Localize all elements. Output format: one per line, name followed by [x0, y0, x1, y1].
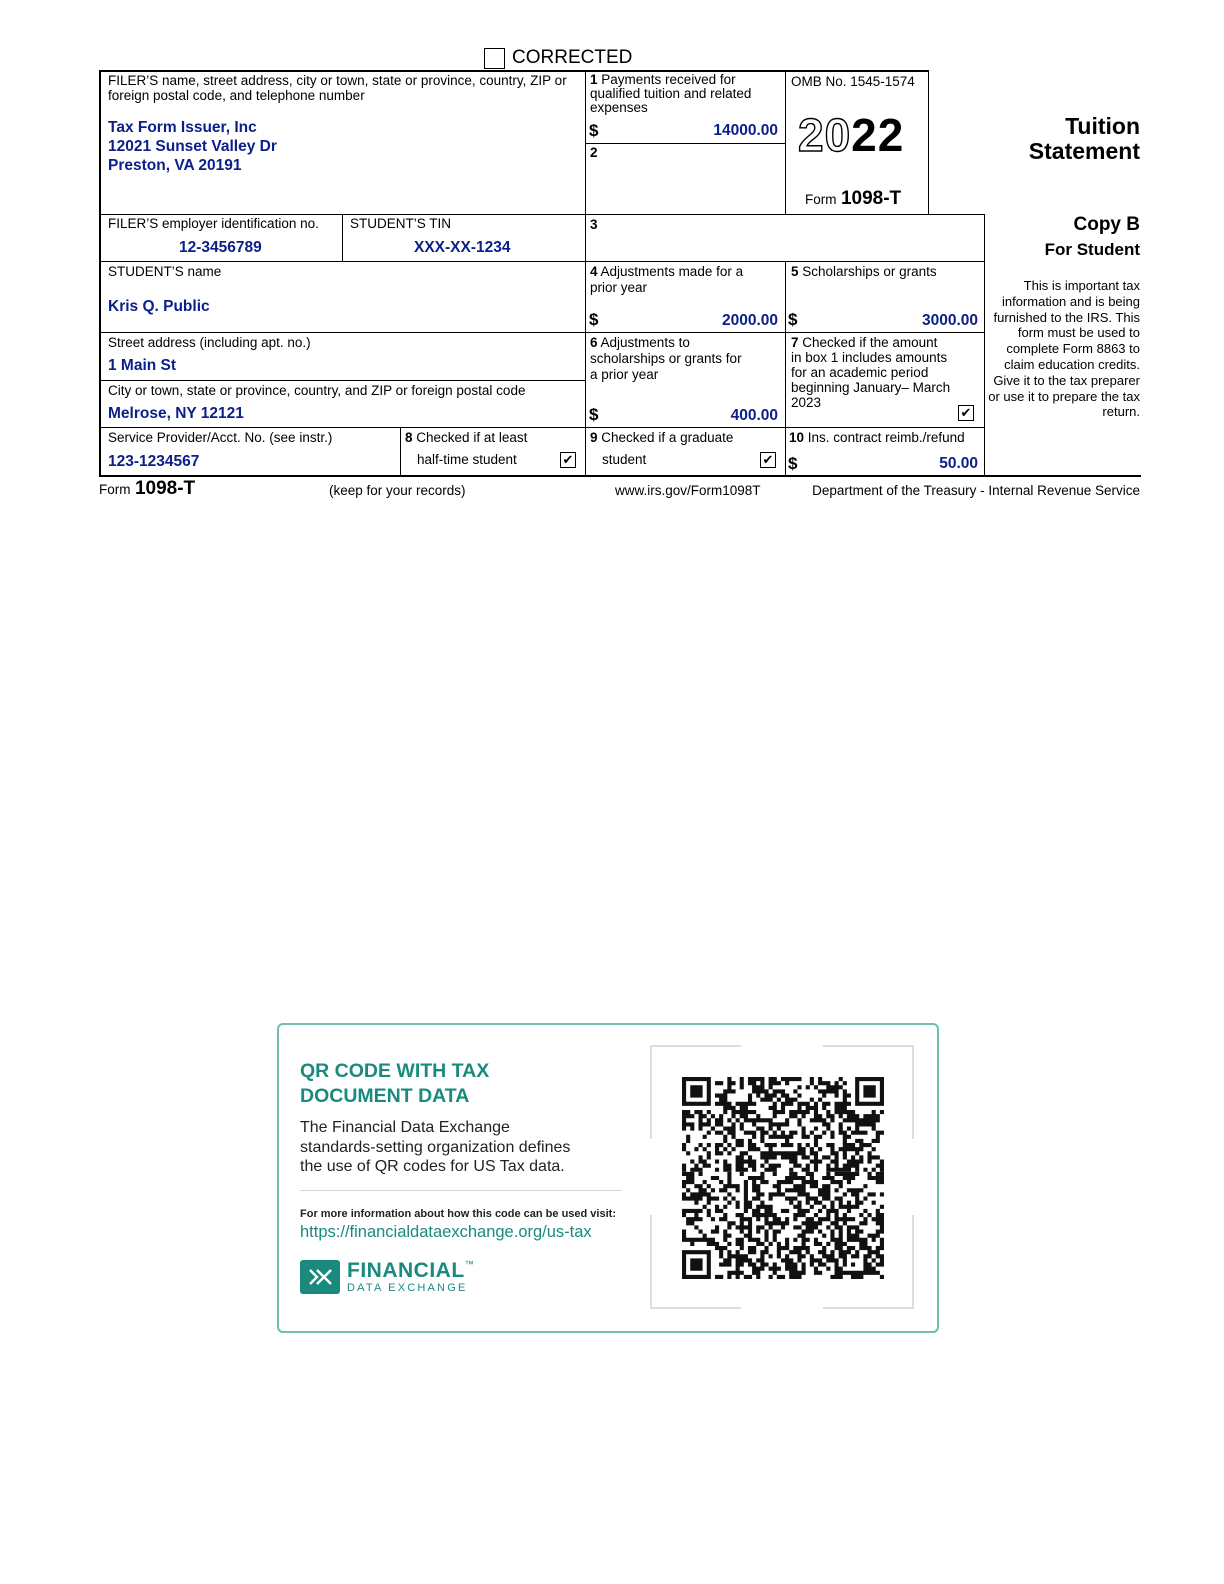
- box4-number: 4: [590, 264, 598, 279]
- corrected-checkbox[interactable]: [484, 48, 505, 69]
- box9-text1: Checked if a graduate: [601, 430, 734, 445]
- box8-checkbox[interactable]: ✔: [560, 452, 576, 468]
- filer-city: Preston, VA 20191: [108, 157, 242, 174]
- tin-label: STUDENT’S TIN: [350, 216, 452, 231]
- fdx-link[interactable]: https://financialdataexchange.org/us-tax: [300, 1223, 592, 1241]
- fdx-divider: [300, 1190, 622, 1191]
- street-label: Street address (including apt. no.): [108, 335, 311, 350]
- form-title-line2: Statement: [1028, 138, 1140, 164]
- box7-number: 7: [791, 335, 799, 350]
- fdx-body-line1: The Financial Data Exchange: [300, 1119, 510, 1136]
- filer-name: Tax Form Issuer, Inc: [108, 119, 257, 136]
- box1-text: Payments received for qualified tuition and related expenses: [590, 72, 752, 115]
- tin-value: XXX-XX-1234: [414, 239, 511, 256]
- box4-value: 2000.00: [721, 312, 778, 329]
- fdx-body-line3: the use of QR codes for US Tax data.: [300, 1158, 565, 1175]
- fdx-more-info: For more information about how this code can be used visit:: [300, 1208, 616, 1220]
- fdx-heading-line2: DOCUMENT DATA: [300, 1085, 470, 1107]
- box5-number: 5: [791, 264, 799, 279]
- box5-value: 3000.00: [921, 312, 978, 329]
- box9-number: 9: [590, 430, 598, 445]
- box7-checkbox[interactable]: ✔: [958, 405, 974, 421]
- box9-label: [590, 430, 733, 445]
- box10-label: [789, 430, 965, 445]
- box2-number: 2: [590, 145, 598, 160]
- box6-label: [590, 335, 750, 383]
- box7-text: Checked if the amount in box 1 includes amounts for an academic period beginning January– March 2023: [791, 335, 951, 410]
- box1-number: 1: [590, 72, 598, 87]
- box4-currency: $: [589, 310, 599, 329]
- box4-text: Adjustments made for a prior year: [590, 264, 744, 295]
- fdx-logo-icon: [300, 1260, 340, 1294]
- omb-number: OMB No. 1545-1574: [791, 74, 915, 89]
- fdx-logo-mark: [300, 1260, 340, 1294]
- fdx-qr-card: [277, 1023, 939, 1333]
- ein-label: FILER’S employer identification no.: [108, 216, 319, 231]
- tax-year: [798, 108, 904, 162]
- box9-text2: student: [602, 452, 647, 467]
- service-label: Service Provider/Acct. No. (see instr.): [108, 430, 333, 445]
- box1-currency: $: [589, 121, 599, 140]
- box1-value: 14000.00: [713, 122, 778, 139]
- copy-subtitle: For Student: [1044, 240, 1140, 259]
- box8-text1: Checked if at least: [416, 430, 528, 445]
- copy-title: Copy B: [1073, 214, 1140, 235]
- box8-text2: half-time student: [417, 452, 517, 467]
- form-title-line1: Tuition: [1065, 113, 1140, 139]
- filer-street: 12021 Sunset Valley Dr: [108, 138, 277, 155]
- footer-form-prefix: Form: [99, 482, 131, 497]
- box3-number: 3: [590, 217, 598, 232]
- student-name-label: STUDENT’S name: [108, 264, 222, 279]
- ein-value: 12-3456789: [179, 239, 262, 256]
- box6-value: 400.00: [730, 407, 778, 424]
- tax-year-prefix: 20: [798, 109, 852, 161]
- box6-text: Adjustments to scholarships or grants for a prior year: [590, 335, 742, 382]
- box10-value: 50.00: [939, 455, 978, 472]
- fdx-logo-text: [347, 1259, 474, 1283]
- box9-checkbox[interactable]: ✔: [760, 452, 776, 468]
- fdx-heading-line1: QR CODE WITH TAX: [300, 1060, 490, 1082]
- corrected-label: CORRECTED: [512, 47, 633, 68]
- fdx-logo-tm: ™: [464, 1259, 474, 1269]
- filer-label: FILER’S name, street address, city or town, state or province, country, ZIP or foreign postal code, and telephone number: [108, 73, 567, 103]
- box10-number: 10: [789, 430, 805, 445]
- student-name-value: Kris Q. Public: [108, 298, 210, 315]
- fdx-body: [300, 1118, 570, 1177]
- city-value: Melrose, NY 12121: [108, 405, 244, 422]
- fdx-body-line2: standards-setting organization defines: [300, 1138, 571, 1156]
- footer-url[interactable]: www.irs.gov/Form1098T: [615, 483, 761, 498]
- fdx-logo-sub: DATA EXCHANGE: [347, 1282, 468, 1294]
- box4-label: [590, 264, 770, 296]
- box8-label: [405, 430, 527, 445]
- form-id: [805, 188, 901, 210]
- box5-currency: $: [788, 310, 798, 329]
- street-value: 1 Main St: [108, 357, 177, 374]
- form-id-prefix: Form: [805, 192, 837, 207]
- box5-text: Scholarships or grants: [802, 264, 937, 279]
- copy-notice: This is important tax information and is being furnished to the IRS. This form must be used to complete Form 8863 to claim education credits. Give it to the tax preparer or use it to prepare the tax return.: [988, 278, 1140, 420]
- box6-currency: $: [589, 405, 599, 424]
- box6-number: 6: [590, 335, 598, 350]
- box8-number: 8: [405, 430, 413, 445]
- box5-label: [791, 264, 937, 279]
- service-value: 123-1234567: [108, 453, 200, 470]
- qr-code-icon[interactable]: [682, 1077, 884, 1279]
- footer-form-name: 1098-T: [134, 478, 196, 499]
- form-id-name: 1098-T: [840, 188, 902, 209]
- footer-dept: Department of the Treasury - Internal Revenue Service: [812, 483, 1140, 498]
- fdx-logo-main: FINANCIAL: [347, 1259, 465, 1282]
- fdx-heading: [300, 1059, 489, 1109]
- box1-label: [590, 73, 780, 115]
- box7-label: [791, 335, 951, 410]
- form-title: [960, 114, 1140, 164]
- city-label: City or town, state or province, country, and ZIP or foreign postal code: [108, 383, 526, 398]
- box10-text: Ins. contract reimb./refund: [807, 430, 965, 445]
- box10-currency: $: [788, 454, 798, 473]
- tax-year-suffix: 22: [851, 109, 905, 161]
- footer-keep: (keep for your records): [329, 483, 466, 498]
- footer-form-id: [99, 478, 195, 500]
